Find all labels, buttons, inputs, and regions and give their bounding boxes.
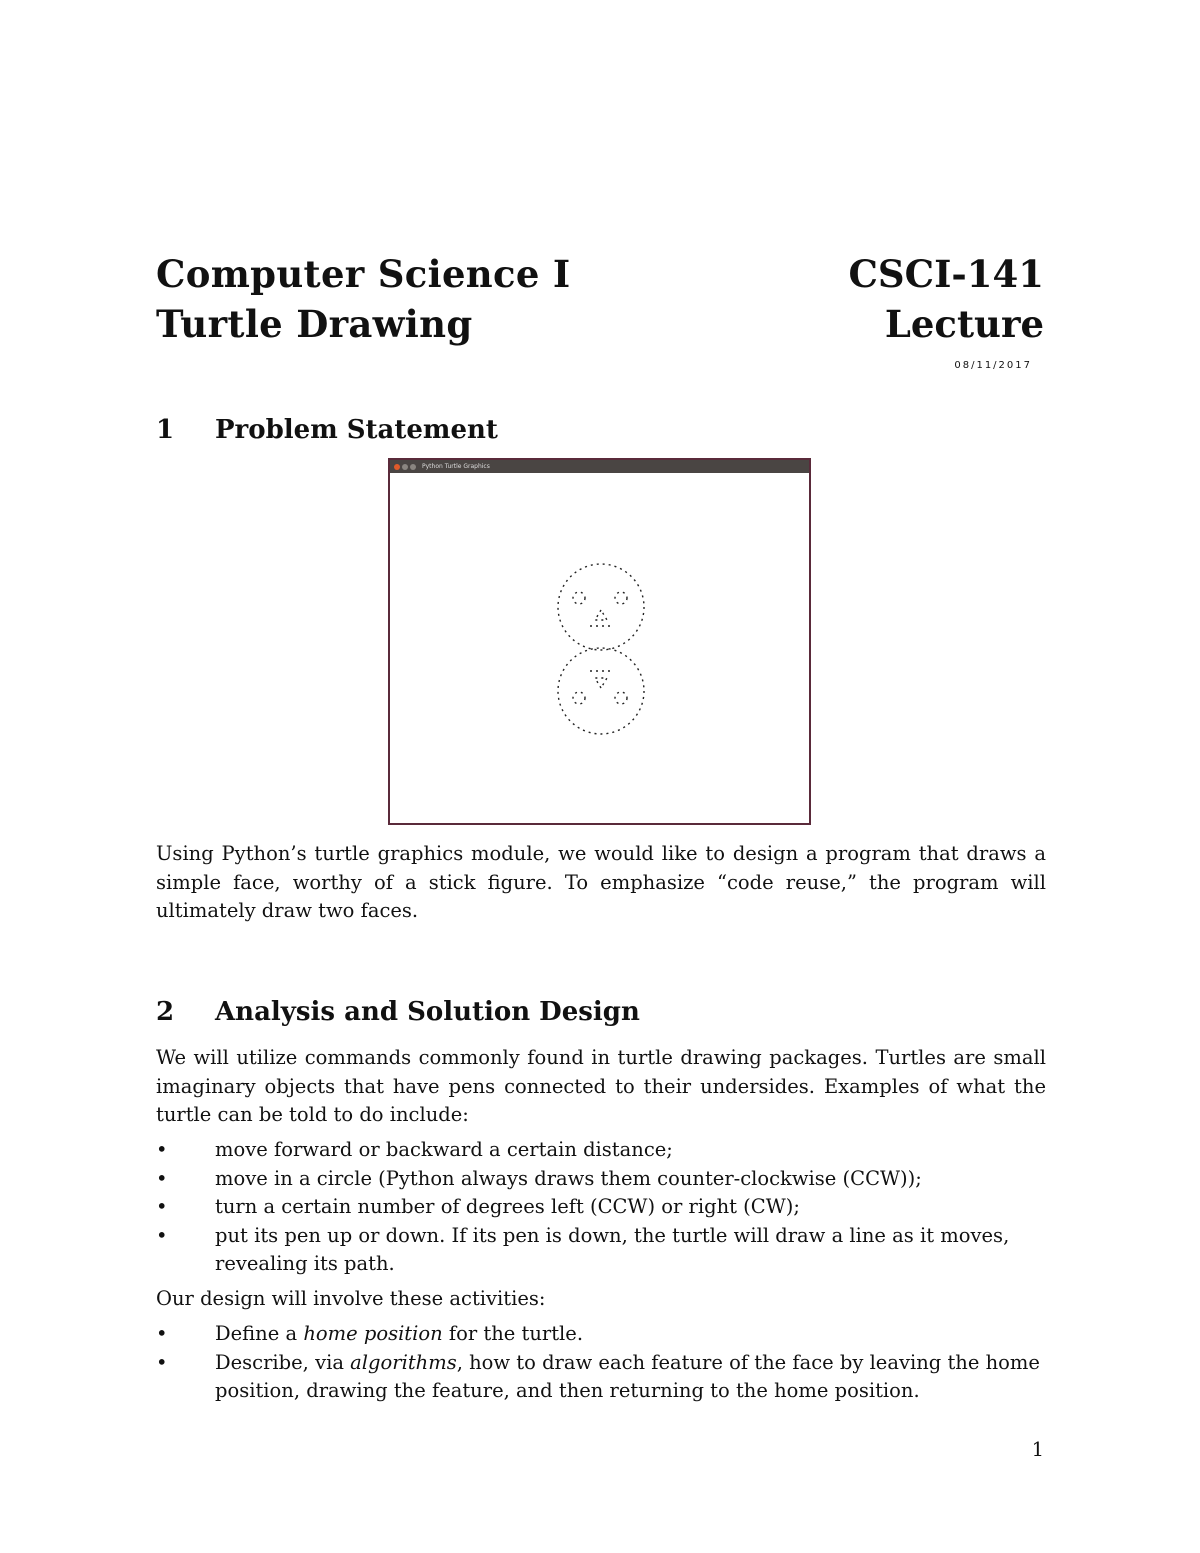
header-course-code: CSCI-141 — [848, 252, 1044, 296]
close-icon — [394, 464, 400, 470]
turtle-window-screenshot — [388, 458, 811, 825]
bullet-icon: • — [156, 1350, 168, 1374]
section2-number: 2 — [156, 997, 175, 1027]
minimize-icon — [402, 464, 408, 470]
header-course-title: Computer Science I — [156, 252, 571, 296]
bullet-icon: • — [156, 1166, 168, 1190]
header-doc-type: Lecture — [884, 302, 1044, 346]
upper-left-eye — [573, 592, 585, 604]
algorithms-term: algorithms — [350, 1350, 457, 1374]
upper-face-outline — [558, 564, 644, 650]
upper-right-eye — [615, 592, 627, 604]
lower-left-eye — [573, 692, 585, 704]
section1-number: 1 — [156, 415, 175, 445]
section2-title: Analysis and Solution Design — [215, 997, 640, 1027]
page-number: 1 — [1031, 1438, 1044, 1461]
activities-intro-text: Our design will involve these activities: — [156, 1287, 546, 1310]
header-topic: Turtle Drawing — [156, 302, 473, 346]
turtle-canvas — [390, 473, 809, 823]
bullet-icon: • — [156, 1223, 168, 1247]
problem-statement-text: Using Python’s turtle graphics module, we would like to design a program that draws a simple face, worthy of a stick figure. To emphasize “code reuse,” the program will ultimately draw two faces. — [156, 842, 1046, 922]
section1-title: Problem Statement — [215, 415, 498, 445]
list-item: • turn a certain number of degrees left (CCW) or right (CW); — [156, 1193, 1046, 1222]
bullet-icon: • — [156, 1322, 168, 1345]
lower-nose — [595, 678, 607, 688]
header-date: 08/11/2017 — [954, 360, 1032, 371]
lower-right-eye — [615, 692, 627, 704]
window-title: Python Turtle Graphics — [422, 463, 490, 470]
list-item: • Describe, via algorithms, how to draw each feature of the face by leaving the home position, drawing the feature, and then returning to the home position. — [156, 1350, 1040, 1402]
turtle-commands-list — [156, 1136, 1046, 1279]
design-activities-list — [156, 1320, 1046, 1406]
list-item: • Define a home position for the turtle. — [156, 1320, 1046, 1349]
analysis-intro-text: We will utilize commands commonly found in turtle drawing packages. Turtles are small imaginary objects that have pens connected to their undersides. Examples of what the turtle can be told to do include: — [156, 1046, 1046, 1126]
list-item: • put its pen up or down. If its pen is down, the turtle will draw a line as it moves, revealing its path. — [156, 1223, 1010, 1275]
section1-heading — [156, 415, 498, 445]
section2-heading — [156, 997, 640, 1027]
bullet-icon: • — [156, 1138, 168, 1161]
list-item: • move forward or backward a certain distance; — [156, 1136, 1046, 1165]
maximize-icon — [410, 464, 416, 470]
bullet-icon: • — [156, 1195, 168, 1218]
home-position-term: home position — [303, 1322, 443, 1345]
upper-nose — [595, 610, 607, 620]
list-item: • move in a circle (Python always draws them counter-clockwise (CCW)); — [156, 1165, 1046, 1194]
lower-face-outline — [558, 648, 644, 734]
window-titlebar — [390, 460, 809, 473]
